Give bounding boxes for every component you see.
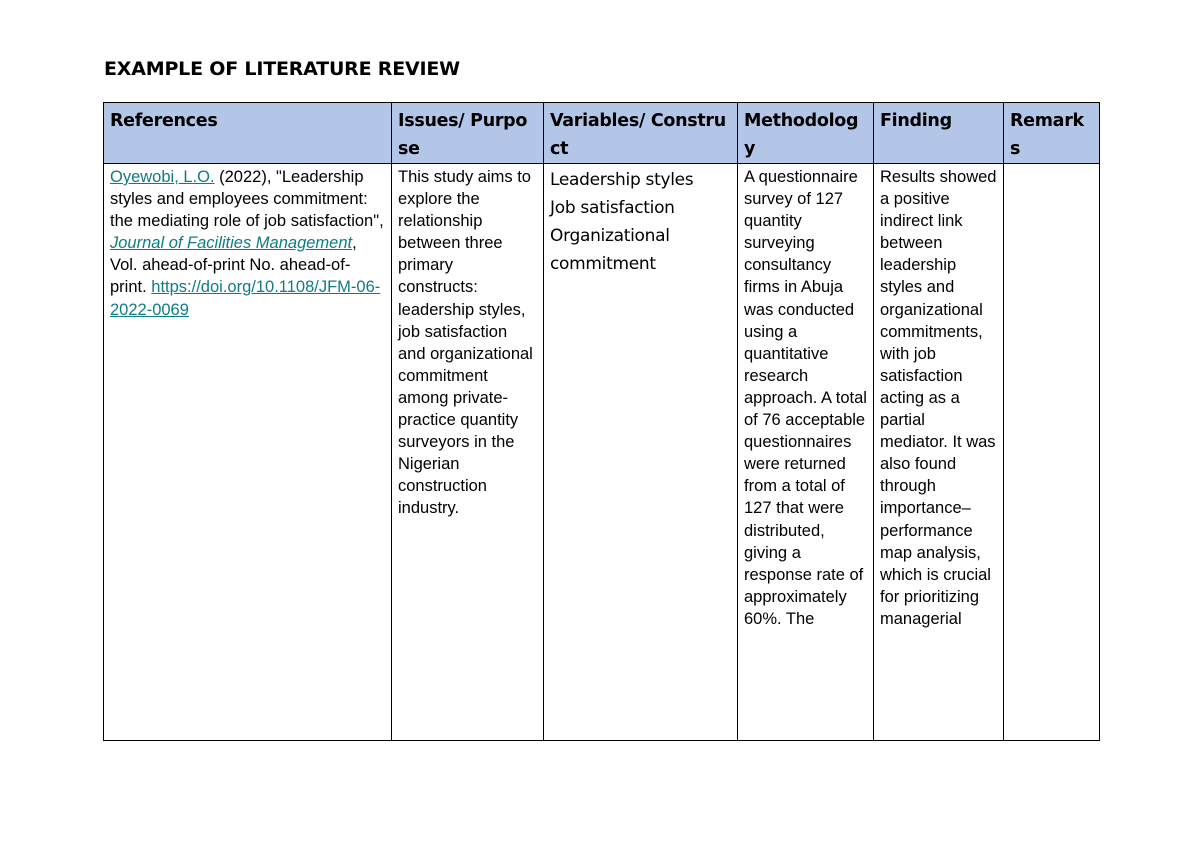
variables-list — [544, 164, 737, 278]
doi-link[interactable]: https://doi.org/10.1108/JFM-06-2022-0069 — [110, 278, 381, 319]
journal-link[interactable]: Journal of Facilities Management — [110, 234, 353, 253]
methodology-text: A questionnaire survey of 127 quantity surveying consultancy firms in Abuja was conducted using a quantitative research approach. A total of 76 acceptable questionnaires were returned from a total of 127 that were distributed, giving a response rate of approximately 60%. The — [744, 168, 867, 628]
cell-methodology — [738, 164, 874, 741]
variable-item: Leadership styles — [550, 170, 694, 190]
cell-variables-construct — [544, 164, 738, 741]
reference-year: (2022), — [214, 168, 276, 186]
cell-remarks — [1004, 164, 1100, 741]
header-finding: Finding — [874, 103, 1004, 164]
table-header-row — [104, 103, 1100, 164]
reference-volume: , Vol. ahead-of-print No. ahead-of-print. — [110, 234, 357, 297]
header-remarks: Remarks — [1004, 103, 1100, 164]
header-issues-purpose: Issues/ Purpose — [392, 103, 544, 164]
cell-finding — [874, 164, 1004, 741]
remarks-text — [1004, 164, 1099, 166]
cell-issues-purpose — [392, 164, 544, 741]
variable-item: Job satisfaction — [550, 198, 675, 218]
finding-text: Results showed a positive indirect link between leadership styles and organizational commitments, with job satisfaction acting as a partial mediator. It was also found through importance–performance map analysis, which is crucial for prioritizing managerial — [880, 168, 997, 628]
variable-item: commitment — [550, 254, 656, 274]
table-row — [104, 164, 1100, 741]
reference-title: "Leadership styles and employees commitment: the mediating role of job satisfaction", — [110, 168, 384, 231]
header-variables-construct: Variables/ Construct — [544, 103, 738, 164]
literature-review-table — [103, 102, 1100, 741]
reference-citation — [104, 164, 391, 321]
document-title: EXAMPLE OF LITERATURE REVIEW — [104, 58, 460, 80]
author-link[interactable]: Oyewobi, L.O. — [110, 168, 215, 186]
header-methodology: Methodology — [738, 103, 874, 164]
variable-item: Organizational — [550, 226, 670, 246]
cell-references — [104, 164, 392, 741]
header-references: References — [104, 103, 392, 164]
issues-text: This study aims to explore the relationship between three primary constructs: leadership styles, job satisfaction and organizational commitment among private-practice quantity surveyors in the Nigerian construction industry. — [398, 168, 533, 518]
